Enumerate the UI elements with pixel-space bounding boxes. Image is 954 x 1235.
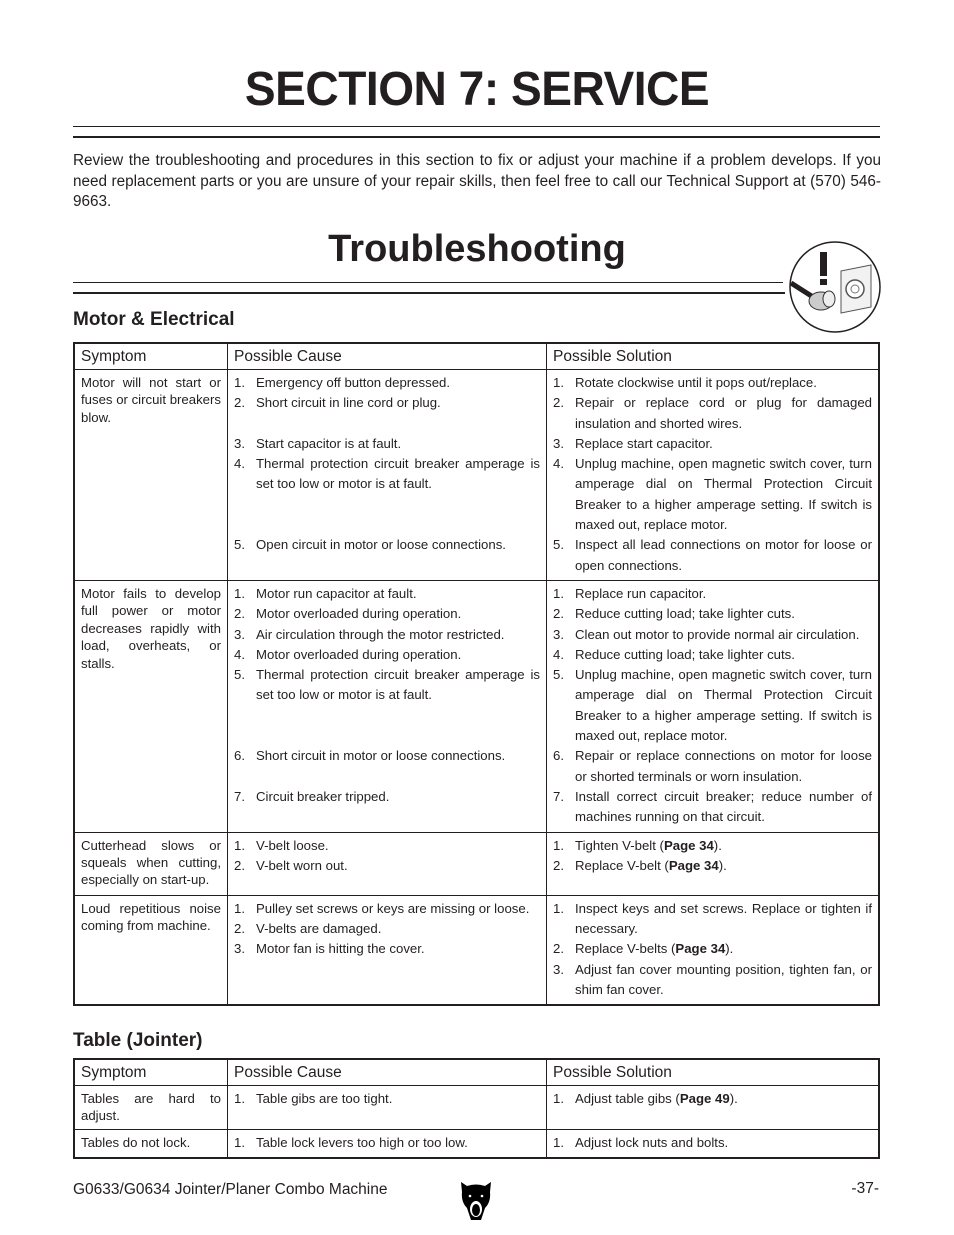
list-item: 2. Replace V-belts (Page 34). <box>553 941 734 957</box>
table-row <box>74 1086 879 1130</box>
list-item: 1. Adjust lock nuts and bolts. <box>553 1134 729 1150</box>
page-ref: Page 34 <box>668 857 719 873</box>
list-item: 3. Motor fan is hitting the cover. <box>234 941 425 957</box>
page-ref: Page 34 <box>663 837 714 853</box>
list-item: 1. Replace run capacitor. <box>553 585 707 601</box>
list-item: 2. Short circuit in line cord or plug. <box>234 395 441 411</box>
solution-cell <box>547 1129 880 1158</box>
list-item: 5. Open circuit in motor or loose connections. <box>234 537 506 553</box>
page-ref: Page 34 <box>675 941 726 957</box>
table-jointer-table <box>73 1058 880 1159</box>
list-item: 1. Inspect keys and set screws. Replace or tighten if necessary. <box>553 900 872 937</box>
cause-cell <box>228 1086 547 1130</box>
list-item: 3. Air circulation through the motor restricted. <box>234 626 505 642</box>
table-row <box>74 1129 879 1158</box>
list-item: 1. Table gibs are too tight. <box>234 1091 393 1106</box>
symptom-cell: Tables do not lock. <box>74 1129 228 1158</box>
list-item: 1. Pulley set screws or keys are missing or loose. <box>234 900 530 916</box>
list-item: 6. Short circuit in motor or loose connections. <box>234 748 506 764</box>
footer-model: G0633/G0634 Jointer/Planer Combo Machine <box>73 1181 388 1198</box>
list-item: 1. Table lock levers too high or too low. <box>234 1134 468 1150</box>
list-item: 1. Tighten V-belt (Page 34). <box>553 837 722 853</box>
header-solution: Possible Solution <box>547 343 880 370</box>
table-row <box>74 832 879 895</box>
list-item: 3. Start capacitor is at fault. <box>234 435 402 451</box>
table-row <box>74 580 879 832</box>
cause-cell <box>228 832 547 895</box>
solution-cell <box>547 895 880 1005</box>
troubleshooting-heading: Troubleshooting <box>328 228 626 270</box>
page-ref: Page 49 <box>679 1091 730 1106</box>
motor-electrical-heading: Motor & Electrical <box>73 309 235 330</box>
unplug-warning-icon <box>783 241 881 333</box>
page-number: -37- <box>851 1180 879 1197</box>
list-item: 2. Replace V-belt (Page 34). <box>553 857 727 873</box>
symptom-cell: Loud repetitious noise coming from machine. <box>74 895 228 1005</box>
header-symptom: Symptom <box>74 1059 228 1086</box>
list-item: 2. Motor overloaded during operation. <box>234 606 462 622</box>
list-item: 4. Thermal protection circuit breaker amperage is set too low or motor is at fault. <box>234 456 540 492</box>
intro-paragraph: Review the troubleshooting and procedures in this section to fix or adjust your machine if a problem develops. If you need replacement parts or you are unsure of your repair skills, then feel free to call our Technical Support at (570) 546-9663. <box>73 152 881 210</box>
list-item: 5. Thermal protection circuit breaker amperage is set too low or motor is at fault. <box>234 667 540 703</box>
cause-cell <box>228 895 547 1005</box>
list-item: 5. Inspect all lead connections on motor for loose or open connections. <box>553 537 872 573</box>
symptom-cell: Cutterhead slows or squeals when cutting, especially on start-up. <box>74 832 228 895</box>
header-symptom: Symptom <box>74 343 228 370</box>
cause-cell <box>228 1129 547 1158</box>
title-rule-thick <box>73 136 880 138</box>
section-title: SECTION 7: SERVICE <box>244 63 710 116</box>
table-row <box>74 370 879 581</box>
list-item: 1. Motor run capacitor at fault. <box>234 585 417 601</box>
title-rule-thin <box>73 126 880 127</box>
solution-cell <box>547 832 880 895</box>
symptom-cell: Motor will not start or fuses or circuit breakers blow. <box>74 370 228 581</box>
symptom-cell: Tables are hard to adjust. <box>74 1086 228 1130</box>
cause-cell <box>228 370 547 581</box>
motor-electrical-table <box>73 342 880 1006</box>
list-item: 3. Adjust fan cover mounting position, tighten fan, or shim fan cover. <box>553 961 872 997</box>
header-cause: Possible Cause <box>228 343 547 370</box>
header-cause: Possible Cause <box>228 1059 547 1086</box>
list-item: 3. Replace start capacitor. <box>553 435 713 451</box>
list-item: 3. Clean out motor to provide normal air circulation. <box>553 626 860 642</box>
list-item: 1. Rotate clockwise until it pops out/replace. <box>553 375 817 390</box>
list-item: 6. Repair or replace connections on motor for loose or shorted terminals or worn insulation. <box>553 748 872 784</box>
list-item: 4. Reduce cutting load; take lighter cuts. <box>553 646 795 662</box>
list-item: 7. Circuit breaker tripped. <box>234 788 390 804</box>
list-item: 4. Motor overloaded during operation. <box>234 646 462 662</box>
list-item: 2. V-belts are damaged. <box>234 921 382 937</box>
trouble-rule-thin <box>73 282 783 283</box>
symptom-cell: Motor fails to develop full power or motor decreases rapidly with load, overheats, or stalls. <box>74 580 228 832</box>
table-row <box>74 895 879 1005</box>
cause-cell <box>228 580 547 832</box>
solution-cell <box>547 580 880 832</box>
list-item: 5. Unplug machine, open magnetic switch cover, turn amperage dial on Thermal Protection Circuit Breaker to a higher amperage setting. If switch is maxed out, replace motor. <box>553 667 872 744</box>
solution-cell <box>547 370 880 581</box>
trouble-rule-thick <box>73 292 785 294</box>
list-item: 7. Install correct circuit breaker; reduce number of machines running on that circuit. <box>553 788 872 825</box>
list-item: 1. Adjust table gibs (Page 49). <box>553 1091 738 1106</box>
list-item: 2. V-belt worn out. <box>234 857 348 873</box>
list-item: 4. Unplug machine, open magnetic switch cover, turn amperage dial on Thermal Protection Circuit Breaker to a higher amperage setting. If switch is maxed out, replace motor. <box>553 456 872 533</box>
list-item: 1. Emergency off button depressed. <box>234 375 451 390</box>
header-solution: Possible Solution <box>547 1059 880 1086</box>
list-item: 2. Repair or replace cord or plug for damaged insulation and shorted wires. <box>553 395 872 431</box>
bear-logo-icon <box>458 1178 494 1222</box>
list-item: 1. V-belt loose. <box>234 837 329 853</box>
table-jointer-heading: Table (Jointer) <box>73 1030 203 1051</box>
list-item: 2. Reduce cutting load; take lighter cuts. <box>553 606 795 622</box>
solution-cell <box>547 1086 880 1130</box>
